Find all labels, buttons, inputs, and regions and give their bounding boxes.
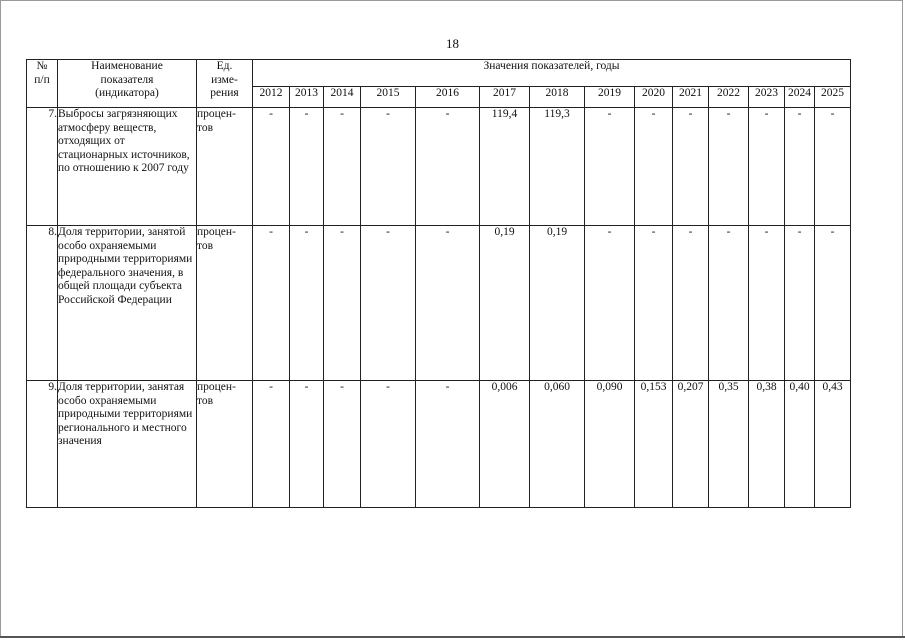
row-value: - [785, 226, 815, 381]
row-unit: процен- тов [197, 226, 253, 381]
row-value: - [324, 381, 361, 508]
header-unit: Ед. изме- рения [197, 60, 253, 108]
row-value: - [253, 226, 290, 381]
row-value: - [290, 381, 324, 508]
row-value: - [749, 226, 785, 381]
row-value: - [416, 381, 480, 508]
row-value: - [709, 226, 749, 381]
row-value: - [416, 226, 480, 381]
row-value: - [361, 226, 416, 381]
row-value: - [815, 108, 851, 226]
header-year: 2015 [361, 87, 416, 108]
page-bottom-border [0, 636, 905, 638]
header-year: 2014 [324, 87, 361, 108]
table-row [27, 226, 851, 381]
row-indicator-name: Выбросы загрязняющих атмосферу веществ, отходящих от стационарных источников, по отношению к 2007 году [58, 108, 197, 226]
row-value: - [253, 108, 290, 226]
row-value: 119,3 [530, 108, 585, 226]
header-year: 2025 [815, 87, 851, 108]
row-value: 0,43 [815, 381, 851, 508]
row-value: - [585, 226, 635, 381]
row-value: - [673, 226, 709, 381]
row-indicator-name: Доля территории, занятая особо охраняемыми природными территориями регионального и местного значения [58, 381, 197, 508]
row-value: 0,19 [480, 226, 530, 381]
header-year: 2012 [253, 87, 290, 108]
row-value: - [324, 226, 361, 381]
row-value: - [324, 108, 361, 226]
row-unit: процен- тов [197, 108, 253, 226]
row-value: 0,40 [785, 381, 815, 508]
row-value: 0,153 [635, 381, 673, 508]
page-number: 18 [446, 36, 459, 51]
header-year: 2023 [749, 87, 785, 108]
row-value: - [585, 108, 635, 226]
row-value: 0,090 [585, 381, 635, 508]
header-year: 2017 [480, 87, 530, 108]
header-year: 2019 [585, 87, 635, 108]
row-value: - [253, 381, 290, 508]
row-indicator-name: Доля территории, занятой особо охраняемыми природными территориями федерального значения, в общей площади субъекта Российской Федерации [58, 226, 197, 381]
indicators-table [26, 59, 851, 508]
row-value: - [361, 108, 416, 226]
table-row [27, 108, 851, 226]
row-value: - [709, 108, 749, 226]
row-num: 7. [27, 108, 58, 226]
table-row [27, 381, 851, 508]
row-value: 119,4 [480, 108, 530, 226]
header-year: 2013 [290, 87, 324, 108]
row-value: 0,19 [530, 226, 585, 381]
row-value: - [361, 381, 416, 508]
header-year: 2024 [785, 87, 815, 108]
row-value: - [673, 108, 709, 226]
row-num: 8. [27, 226, 58, 381]
row-value: - [635, 108, 673, 226]
row-value: 0,38 [749, 381, 785, 508]
row-value: 0,207 [673, 381, 709, 508]
row-value: - [290, 226, 324, 381]
row-value: 0,060 [530, 381, 585, 508]
row-value: 0,35 [709, 381, 749, 508]
row-num: 9. [27, 381, 58, 508]
header-values-title: Значения показателей, годы [253, 60, 851, 87]
header-year: 2016 [416, 87, 480, 108]
header-year: 2022 [709, 87, 749, 108]
row-value: - [635, 226, 673, 381]
row-value: - [290, 108, 324, 226]
header-year: 2018 [530, 87, 585, 108]
row-unit: процен- тов [197, 381, 253, 508]
row-value: - [749, 108, 785, 226]
header-year: 2020 [635, 87, 673, 108]
row-value: 0,006 [480, 381, 530, 508]
row-value: - [785, 108, 815, 226]
header-year: 2021 [673, 87, 709, 108]
row-value: - [416, 108, 480, 226]
header-name: Наименование показателя (индикатора) [58, 60, 197, 108]
row-value: - [815, 226, 851, 381]
header-num: № п/п [27, 60, 58, 108]
